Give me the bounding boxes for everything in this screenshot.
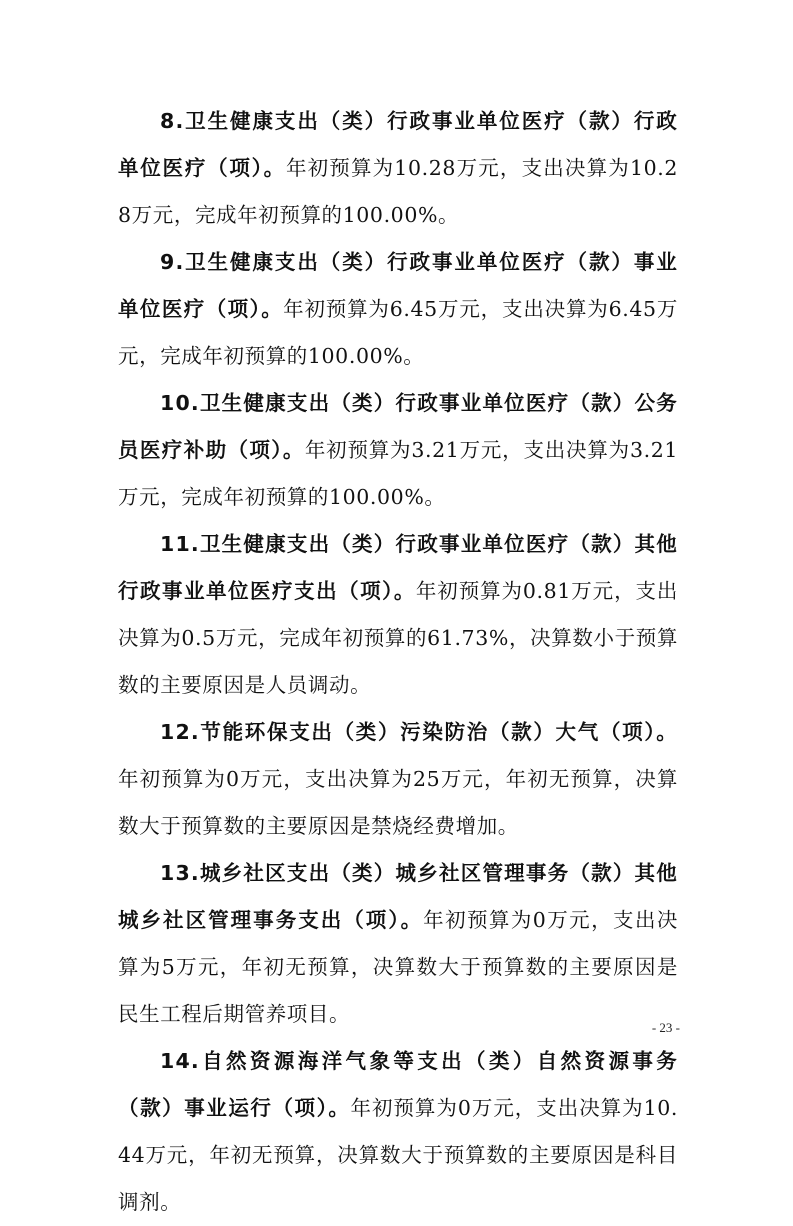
page-body [118,98,678,1226]
paragraph-heading: 14.自然资源海洋气象等支出（类）自然资源事务（款）事业运行（项）。 [118,1049,678,1120]
paragraph-item-13 [118,850,678,1038]
paragraph-heading: 13.城乡社区支出（类）城乡社区管理事务（款）其他城乡社区管理事务支出（项）。 [118,861,678,932]
page-number: - 23 - [651,1020,680,1035]
paragraph-body: 年初预算为0万元，支出决算为25万元，年初无预算，决算数大于预算数的主要原因是禁烧经费增加。 [118,767,678,838]
paragraph-item-14 [118,1038,678,1226]
paragraph-body: 年初预算为0.81万元，支出决算为0.5万元，完成年初预算的61.73%，决算数小于预算数的主要原因是人员调动。 [118,579,678,697]
paragraph-item-8 [118,98,678,239]
paragraph-heading: 9.卫生健康支出（类）行政事业单位医疗（款）事业单位医疗（项）。 [118,250,678,321]
paragraph-body: 年初预算为3.21万元，支出决算为3.21万元，完成年初预算的100.00%。 [118,438,678,509]
paragraph-heading: 10.卫生健康支出（类）行政事业单位医疗（款）公务员医疗补助（项）。 [118,391,678,462]
paragraph-body: 年初预算为6.45万元，支出决算为6.45万元，完成年初预算的100.00%。 [118,297,678,368]
paragraph-item-10 [118,380,678,521]
paragraph-body: 年初预算为0万元，支出决算为5万元，年初无预算，决算数大于预算数的主要原因是民生工程后期管养项目。 [118,908,678,1026]
paragraph-heading: 12.节能环保支出（类）污染防治（款）大气（项）。 [160,720,678,744]
paragraph-body: 年初预算为10.28万元，支出决算为10.28万元，完成年初预算的100.00%。 [118,156,678,227]
paragraph-item-12 [118,709,678,850]
paragraph-item-9 [118,239,678,380]
paragraph-item-11 [118,521,678,709]
paragraph-heading: 11.卫生健康支出（类）行政事业单位医疗（款）其他行政事业单位医疗支出（项）。 [118,532,678,603]
paragraph-heading: 8.卫生健康支出（类）行政事业单位医疗（款）行政单位医疗（项）。 [118,109,678,180]
paragraph-body: 年初预算为0万元，支出决算为10.44万元，年初无预算，决算数大于预算数的主要原因是科目调剂。 [118,1096,678,1214]
